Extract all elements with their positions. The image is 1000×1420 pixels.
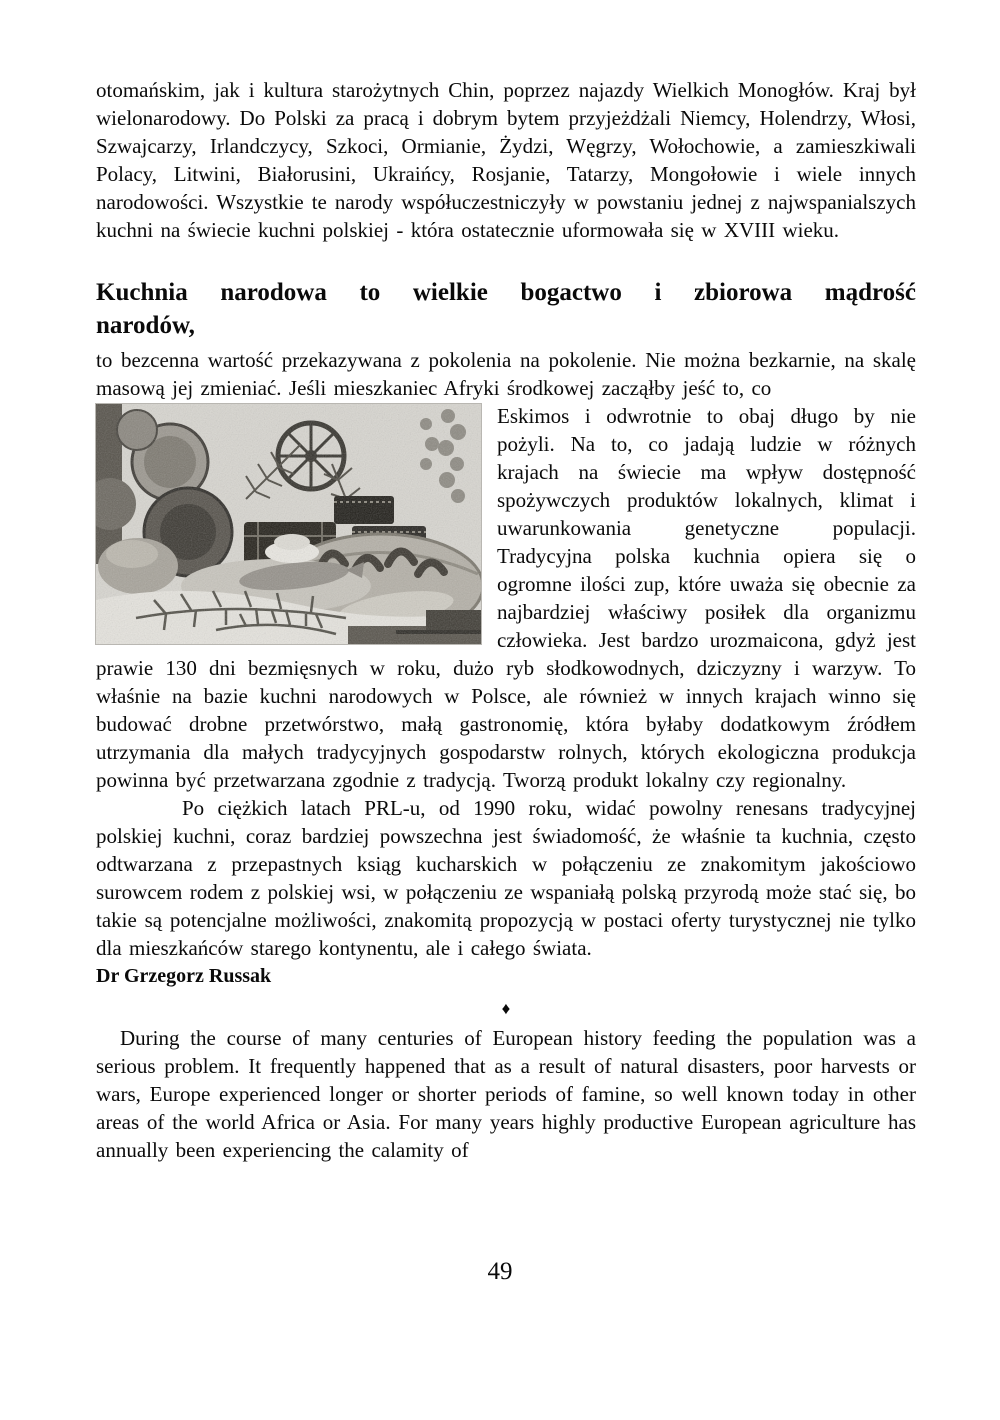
paragraph-wrapped: Eskimos i odwrotnie to obaj długo by nie pożyli. Na to, co jadają ludzie w różnych krajach na świecie ma wpływ dostępność spożywczych produktów lokalnych, klimat i uwarunkowania genetyczne populacji. Tradycyjna polska kuchnia opiera się o ogromne ilości zup, które uważa się obecnie za najbardziej właściwy posiłek dla organizmu człowieka. Jest bardzo urozmaicona, gdyż jest prawie 130 dni bezmięsnych w roku, dużo ryb słodkowodnych, dziczyzny i warzyw. To właśnie na bazie kuchni narodowych w Polsce, ale również w innych krajach winno się budować drobne przetwórstwo, małą gastronomię, która byłaby dodatkowym źródłem utrzymania dla małych tradycyjnych gospodarstw rolnych, których ekologiczna produkcja powinna być przetwarzana zgodnie z tradycją. Tworzą produkt lokalny czy regionalny. bbox=[96, 404, 916, 792]
section-heading-line1: Kuchnia narodowa to wielkie bogactwo i zbiorowa mądrość bbox=[96, 279, 916, 306]
paragraph-prl: Po ciężkich latach PRL-u, od 1990 roku, widać powolny renesans tradycyjnej polskiej kuchni, coraz bardziej powszechna jest świadomość, że właśnie ta kuchnia, często odtwarzana z przepastnych ksiąg kucharskich w połączeniu ze znakomitym jakościowo surowcem rodem z polskiej wsi, w połączeniu ze wspaniałą polską przyrodą może stać się, bo takie są potencjalne możliwości, znakomitą propozycją w postaci oferty turystycznej nie tylko dla mieszkańców starego kontynentu, ale i całego świata. bbox=[96, 796, 916, 960]
author-name: Dr Grzegorz Russak bbox=[96, 965, 272, 987]
diamond-separator: ♦ bbox=[501, 999, 511, 1018]
section-heading bbox=[96, 276, 916, 342]
food-table-photo bbox=[96, 404, 481, 644]
page-number: 49 bbox=[487, 1258, 513, 1285]
paragraph-lead: to bezcenna wartość przekazywana z pokolenia na pokolenie. Nie można bezkarnie, na skalę masową jej zmieniać. Jeśli mieszkaniec Afryki środkowej zacząłby jeść to, co bbox=[96, 348, 916, 400]
paragraph-intro: otomańskim, jak i kultura starożytnych Chin, poprzez najazdy Wielkich Monogłów. Kraj był wielonarodowy. Do Polski za pracą i dobrym bytem przyjeżdżali Niemcy, Holendrzy, Włosi, Szwajcarzy, Irlandczycy, Szkoci, Ormianie, Żydzi, Węgrzy, Wołochowie, a zamieszkiwali Polacy, Litwini, Białorusini, Ukraińcy, Rosjanie, Tatarzy, Mongołowie i wiele innych narodowości. Wszystkie te narody współuczestniczyły w powstaniu jednej z najwspanialszych kuchni na świecie kuchni polskiej - która ostatecznie uformowała się w XVIII wieku. bbox=[96, 78, 916, 242]
paragraph-english: During the course of many centuries of European history feeding the population was a serious problem. It frequently happened that as a result of natural disasters, poor harvests or wars, Europe experienced longer or shorter periods of famine, so well known today in other areas of the world Africa or Asia. For many years highly productive European agriculture has annually been experiencing the calamity of bbox=[96, 1026, 916, 1162]
food-table-photo-illustration bbox=[96, 404, 481, 644]
section-heading-line2: narodów, bbox=[96, 312, 195, 339]
